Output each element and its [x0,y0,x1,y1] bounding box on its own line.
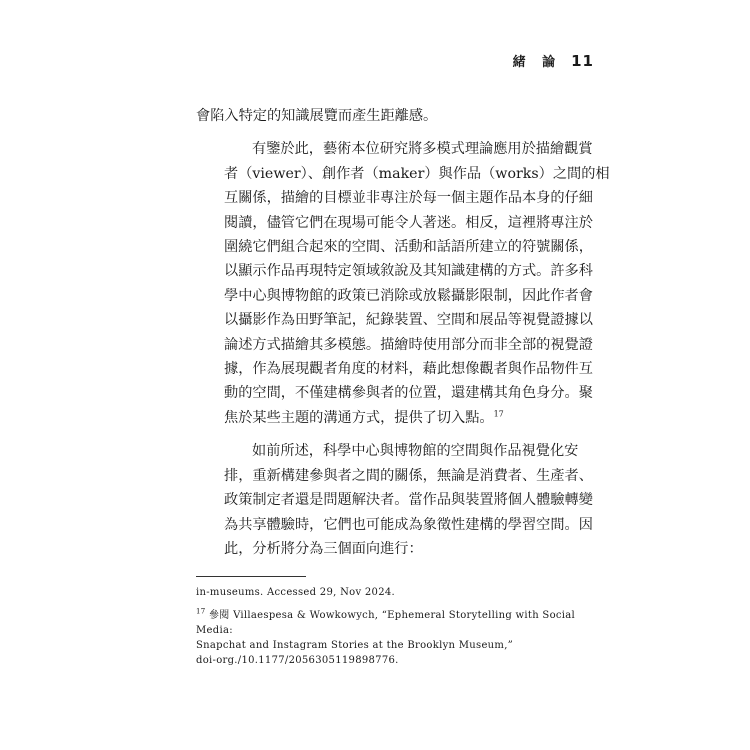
footnote-divider [196,576,306,577]
text-line: 者（viewer）、創作者（maker）與作品（works）之間的相 [224,165,610,182]
text-line: 互關係，描繪的目標並非專注於每一個主題作品本身的仔細 [224,190,593,207]
page-number: 11 [571,52,594,70]
paragraph-2 [196,137,610,430]
footnote-line: 參閱 Villaespesa & Wowkowych, “Ephemeral Storytelling with Social Media: [196,610,576,636]
text-line: 圍繞它們組合起來的空間、活動和話語所建立的符號關係， [224,239,593,256]
text-line-content: 焦於某些主題的溝通方式，提供了切入點。 [224,409,494,426]
text-line: 動的空間，不僅建構參與者的位置，還建構其角色身分。聚 [224,385,593,402]
text-line: 閱讀，儘管它們在現場可能令人著迷。相反，這裡將專注於 [224,214,593,231]
paragraph-3 [196,439,593,561]
text-line: 為共享體驗時，它們也可能成為象徵性建構的學習空間。因 [224,516,593,533]
text-line: 學中心與博物館的政策已消除或放鬆攝影限制，因此作者會 [224,287,593,304]
text-line: 如前所述，科學中心與博物館的空間與作品視覺化安 [252,443,579,460]
footnote-continued: in-museums. Accessed 29, Nov 2024. [196,587,396,598]
text-line: 以顯示作品再現特定領域敘說及其知識建構的方式。許多科 [224,263,593,280]
body-text [196,104,610,561]
paragraph-1 [196,104,578,128]
footnote-ref: 17 [493,409,504,419]
text-line: 論述方式描繪其多模態。描繪時使用部分而非全部的視覺證 [224,336,593,353]
footnote-17 [196,608,586,668]
running-head [513,51,594,70]
footnote-number: 17 [196,607,206,616]
text-line: 此，分析將分為三個面向進行： [224,540,423,557]
footnote-line: Snapchat and Instagram Stories at the Brooklyn Museum,” [196,640,514,651]
section-title: 緒 論 [512,55,562,70]
footnotes [196,585,586,668]
text-line: 政策制定者還是問題解決者。當作品與裝置將個人體驗轉變 [224,492,593,509]
text-line: 排，重新構建參與者之間的關係，無論是消費者、生產者、 [224,467,593,484]
text-line [196,406,578,430]
text-line: 據，作為展現觀者角度的材料，藉此想像觀者與作品物件互 [224,361,593,378]
text-line: 會陷入特定的知識展覽而產生距離感。 [196,108,438,124]
text-line: 有鑒於此，藝術本位研究將多模式理論應用於描繪觀賞 [252,141,593,158]
text-line: 以攝影作為田野筆記，紀錄裝置、空間和展品等視覺證據以 [224,312,593,329]
footnote-line: doi-org./10.1177/2056305119898776. [196,655,399,666]
